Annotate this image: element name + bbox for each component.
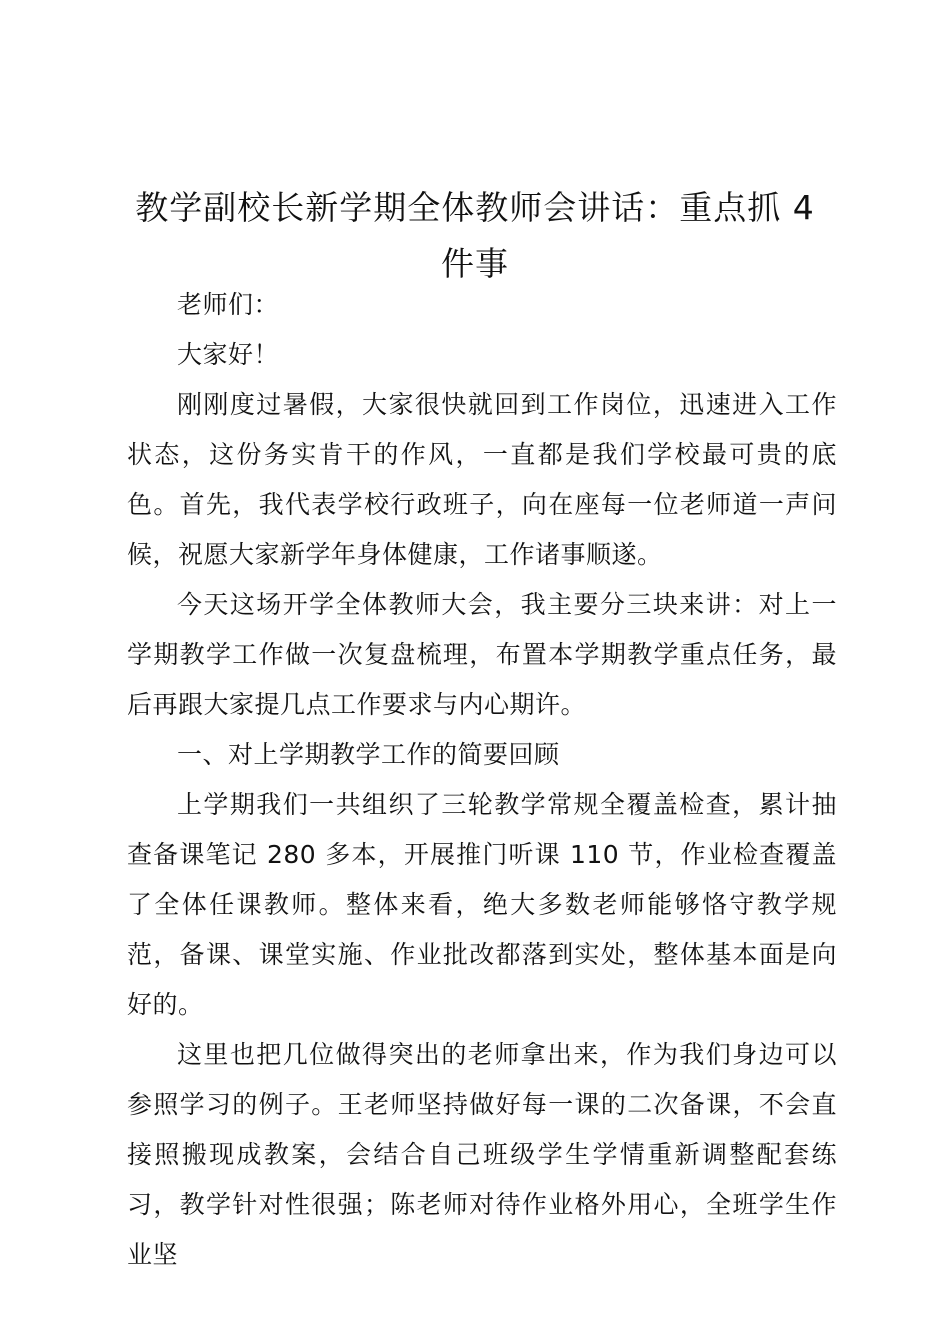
document-title: 教学副校长新学期全体教师会讲话：重点抓 4 件事 bbox=[135, 188, 815, 283]
greeting-paragraph: 大家好！ bbox=[177, 340, 280, 369]
document-body bbox=[127, 280, 837, 1280]
review-paragraph: 上学期我们一共组织了三轮教学常规全覆盖检查，累计抽查备课笔记 280 多本，开展推门听课 110 节，作业检查覆盖了全体任课教师。整体来看，绝大多数老师能够恪守教学规范，备课、课堂实施、作业批改都落到实处，整体基本面是向好的。 bbox=[127, 790, 837, 1019]
agenda-paragraph: 今天这场开学全体教师大会，我主要分三块来讲：对上一学期教学工作做一次复盘梳理，布置本学期教学重点任务，最后再跟大家提几点工作要求与内心期许。 bbox=[127, 590, 837, 719]
opening-paragraph: 刚刚度过暑假，大家很快就回到工作岗位，迅速进入工作状态，这份务实肯干的作风，一直都是我们学校最可贵的底色。首先，我代表学校行政班子，向在座每一位老师道一声问候，祝愿大家新学年身体健康，工作诸事顺遂。 bbox=[127, 390, 837, 569]
section-heading-1: 一、对上学期教学工作的简要回顾 bbox=[177, 740, 560, 769]
salutation-paragraph: 老师们： bbox=[177, 290, 280, 319]
examples-paragraph: 这里也把几位做得突出的老师拿出来，作为我们身边可以参照学习的例子。王老师坚持做好每一课的二次备课，不会直接照搬现成教案，会结合自己班级学生学情重新调整配套练习，教学针对性很强；陈老师对待作业格外用心，全班学生作业坚 bbox=[127, 1040, 837, 1269]
